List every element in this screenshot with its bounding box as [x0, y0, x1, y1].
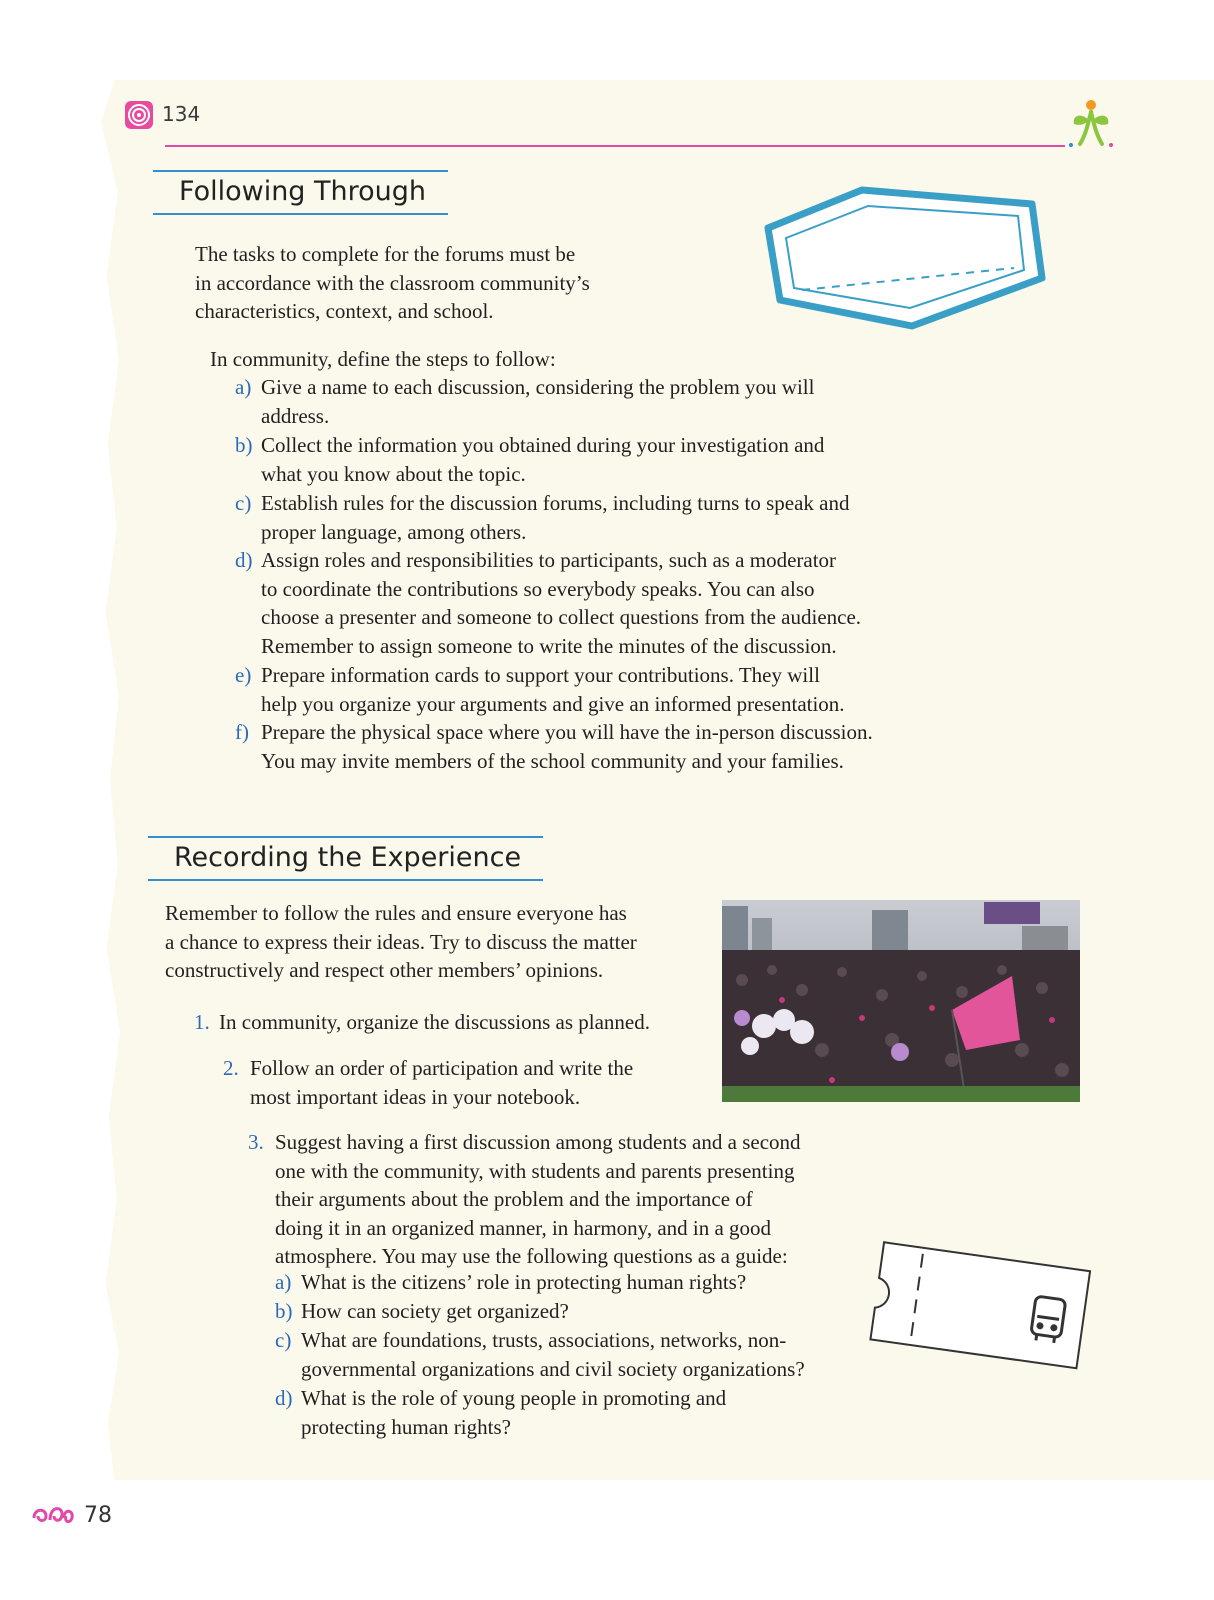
- step-item-a: [235, 373, 814, 430]
- question-text: protecting human rights?: [301, 1414, 511, 1439]
- step-text: Prepare the physical space where you will have the in-person discussion.: [261, 720, 873, 744]
- question-text: What is the role of young people in promoting and: [301, 1386, 727, 1410]
- section-heading-recording-the-experience: Recording the Experience: [148, 836, 543, 881]
- crowd-photo: [722, 900, 1080, 1102]
- question-text: How can society get organized?: [301, 1299, 569, 1323]
- question-text: What is the citizens’ role in protecting human rights?: [301, 1270, 747, 1294]
- question-text: governmental organizations and civil society organizations?: [301, 1356, 805, 1381]
- intro-paragraph: [195, 240, 590, 326]
- question-label: c): [275, 1328, 292, 1352]
- page-number: 78: [84, 1503, 112, 1528]
- sprout-figure-icon: [1066, 98, 1116, 150]
- step-item-b: [235, 431, 824, 488]
- task-text: Follow an order of participation and write the: [250, 1056, 634, 1080]
- spiral-logo-icon: [124, 100, 154, 130]
- task-label: 2.: [223, 1056, 239, 1080]
- step-text: Give a name to each discussion, considering the problem you will: [261, 375, 815, 399]
- step-text: You may invite members of the school community and your families.: [261, 748, 844, 773]
- question-text: What are foundations, trusts, associations, networks, non-: [301, 1328, 787, 1352]
- task-text: their arguments about the problem and the importance of: [275, 1187, 753, 1211]
- question-label: a): [275, 1270, 292, 1294]
- task-item-3: [248, 1128, 801, 1271]
- step-item-e: [235, 661, 845, 718]
- question-item-a: [275, 1268, 746, 1297]
- intro-line: Remember to follow the rules and ensure everyone has: [165, 901, 627, 925]
- step-text: Remember to assign someone to write the minutes of the discussion.: [261, 633, 837, 658]
- step-label: e): [235, 663, 252, 687]
- step-text: help you organize your arguments and give an informed presentation.: [261, 691, 845, 716]
- step-label: f): [235, 720, 249, 744]
- header-rule: [165, 145, 1065, 147]
- question-item-b: [275, 1297, 569, 1326]
- intro-line: constructively and respect other members’ opinions.: [165, 958, 604, 982]
- task-text: most important ideas in your notebook.: [250, 1084, 581, 1109]
- step-text: address.: [261, 403, 330, 428]
- step-text: Collect the information you obtained during your investigation and: [261, 433, 825, 457]
- step-text: Prepare information cards to support your contributions. They will: [261, 663, 820, 687]
- step-label: c): [235, 491, 252, 515]
- task-item-2: [223, 1054, 633, 1111]
- section-heading-following-through: Following Through: [153, 170, 448, 215]
- intro-line: in accordance with the classroom community’s: [195, 270, 590, 295]
- question-item-d: [275, 1384, 726, 1441]
- steps-intro: In community, define the steps to follow:: [210, 347, 556, 371]
- question-label: d): [275, 1386, 293, 1410]
- bus-ticket-icon: [858, 1236, 1098, 1378]
- task-label: 3.: [248, 1130, 264, 1154]
- lesson-number: 134: [162, 102, 201, 126]
- step-text: choose a presenter and someone to collect questions from the audience.: [261, 605, 862, 629]
- task-text: doing it in an organized manner, in harmony, and in a good: [275, 1215, 772, 1240]
- task-text: In community, organize the discussions as planned.: [219, 1010, 651, 1034]
- step-text: proper language, among others.: [261, 519, 527, 544]
- task-item-1: [194, 1008, 650, 1037]
- task-text: one with the community, with students and parents presenting: [275, 1158, 795, 1183]
- step-item-f: [235, 718, 873, 775]
- step-label: a): [235, 375, 252, 399]
- step-text: Assign roles and responsibilities to participants, such as a moderator: [261, 548, 837, 572]
- task-text: atmosphere. You may use the following questions as a guide:: [275, 1244, 788, 1268]
- step-item-d: [235, 546, 861, 660]
- recording-intro-paragraph: [165, 899, 637, 985]
- intro-line: characteristics, context, and school.: [195, 299, 494, 323]
- step-item-c: [235, 489, 850, 546]
- task-text: Suggest having a first discussion among students and a second: [275, 1130, 801, 1154]
- intro-line: a chance to express their ideas. Try to discuss the matter: [165, 929, 637, 954]
- footer-ornament-icon: [30, 1500, 76, 1530]
- question-label: b): [275, 1299, 293, 1323]
- step-text: to coordinate the contributions so everybody speaks. You can also: [261, 576, 815, 601]
- hexagon-frame-decoration: [762, 182, 1052, 334]
- question-item-c: [275, 1326, 805, 1383]
- step-text: what you know about the topic.: [261, 461, 526, 486]
- task-label: 1.: [194, 1010, 210, 1034]
- step-label: b): [235, 433, 253, 457]
- intro-line: The tasks to complete for the forums must be: [195, 242, 576, 266]
- step-text: Establish rules for the discussion forums, including turns to speak and: [261, 491, 850, 515]
- step-label: d): [235, 548, 253, 572]
